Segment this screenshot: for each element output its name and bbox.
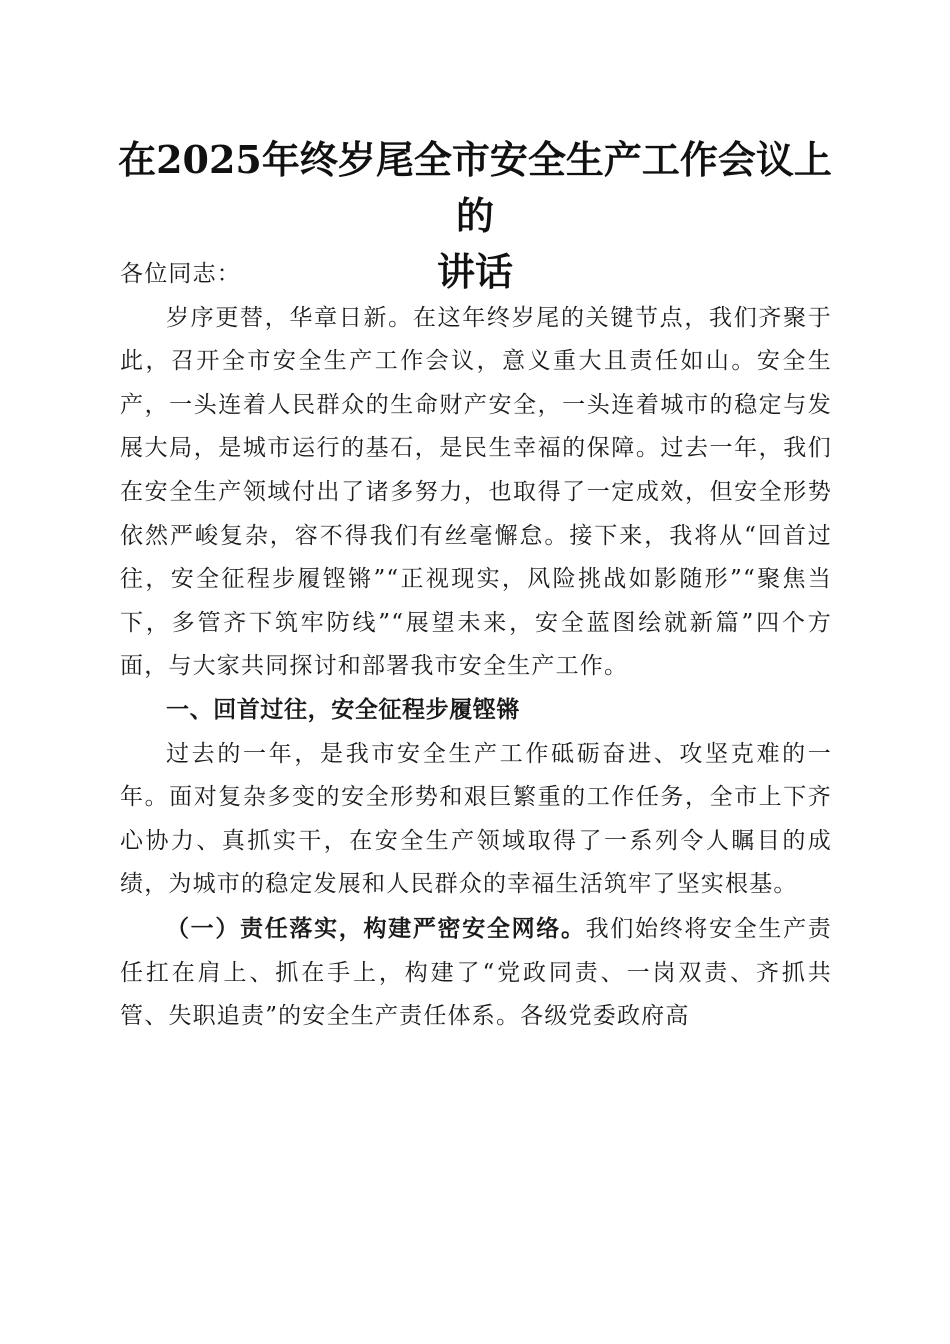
title-line-1: 在2025年终岁尾全市安全生产工作会议上的: [118, 137, 832, 238]
document-body: [120, 253, 832, 1039]
title-line-2: 讲话: [436, 249, 513, 294]
subsection-1-paragraph: [120, 907, 832, 1039]
section-1-heading: 一、回首过往，安全征程步履铿锵: [166, 696, 520, 723]
section-1-paragraph: 过去的一年，是我市安全生产工作砥砺奋进、攻坚克难的一年。面对复杂多变的安全形势和艰巨繁重的工作任务，全市上下齐心协力、真抓实干，在安全生产领域取得了一系列令人瞩目的成绩，为城市的稳定发展和人民群众的幸福生活筑牢了坚实根基。: [120, 740, 832, 898]
subsection-1-text: 我们始终将安全生产责任扛在肩上、抓在手上，构建了“党政同责、一岗双责、齐抓共管、失职追责”的安全生产责任体系。各级党委政府高: [120, 915, 832, 1030]
subsection-1-lead: （一）责任落实，构建严密安全网络。: [166, 914, 586, 942]
intro-paragraph: 岁序更替，华章日新。在这年终岁尾的关键节点，我们齐聚于此，召开全市安全生产工作会议，意义重大且责任如山。安全生产，一头连着人民群众的生命财产安全，一头连着城市的稳定与发展大局，是城市运行的基石，是民生幸福的保障。过去一年，我们在安全生产领域付出了诸多努力，也取得了一定成效，但安全形势依然严峻复杂，容不得我们有丝毫懈怠。接下来，我将从“回首过往，安全征程步履铿锵”“正视现实，风险挑战如影随形”“聚焦当下，多管齐下筑牢防线”“展望未来，安全蓝图绘就新篇”四个方面，与大家共同探讨和部署我市安全生产工作。: [120, 304, 832, 680]
salutation: 各位同志：: [120, 261, 241, 287]
